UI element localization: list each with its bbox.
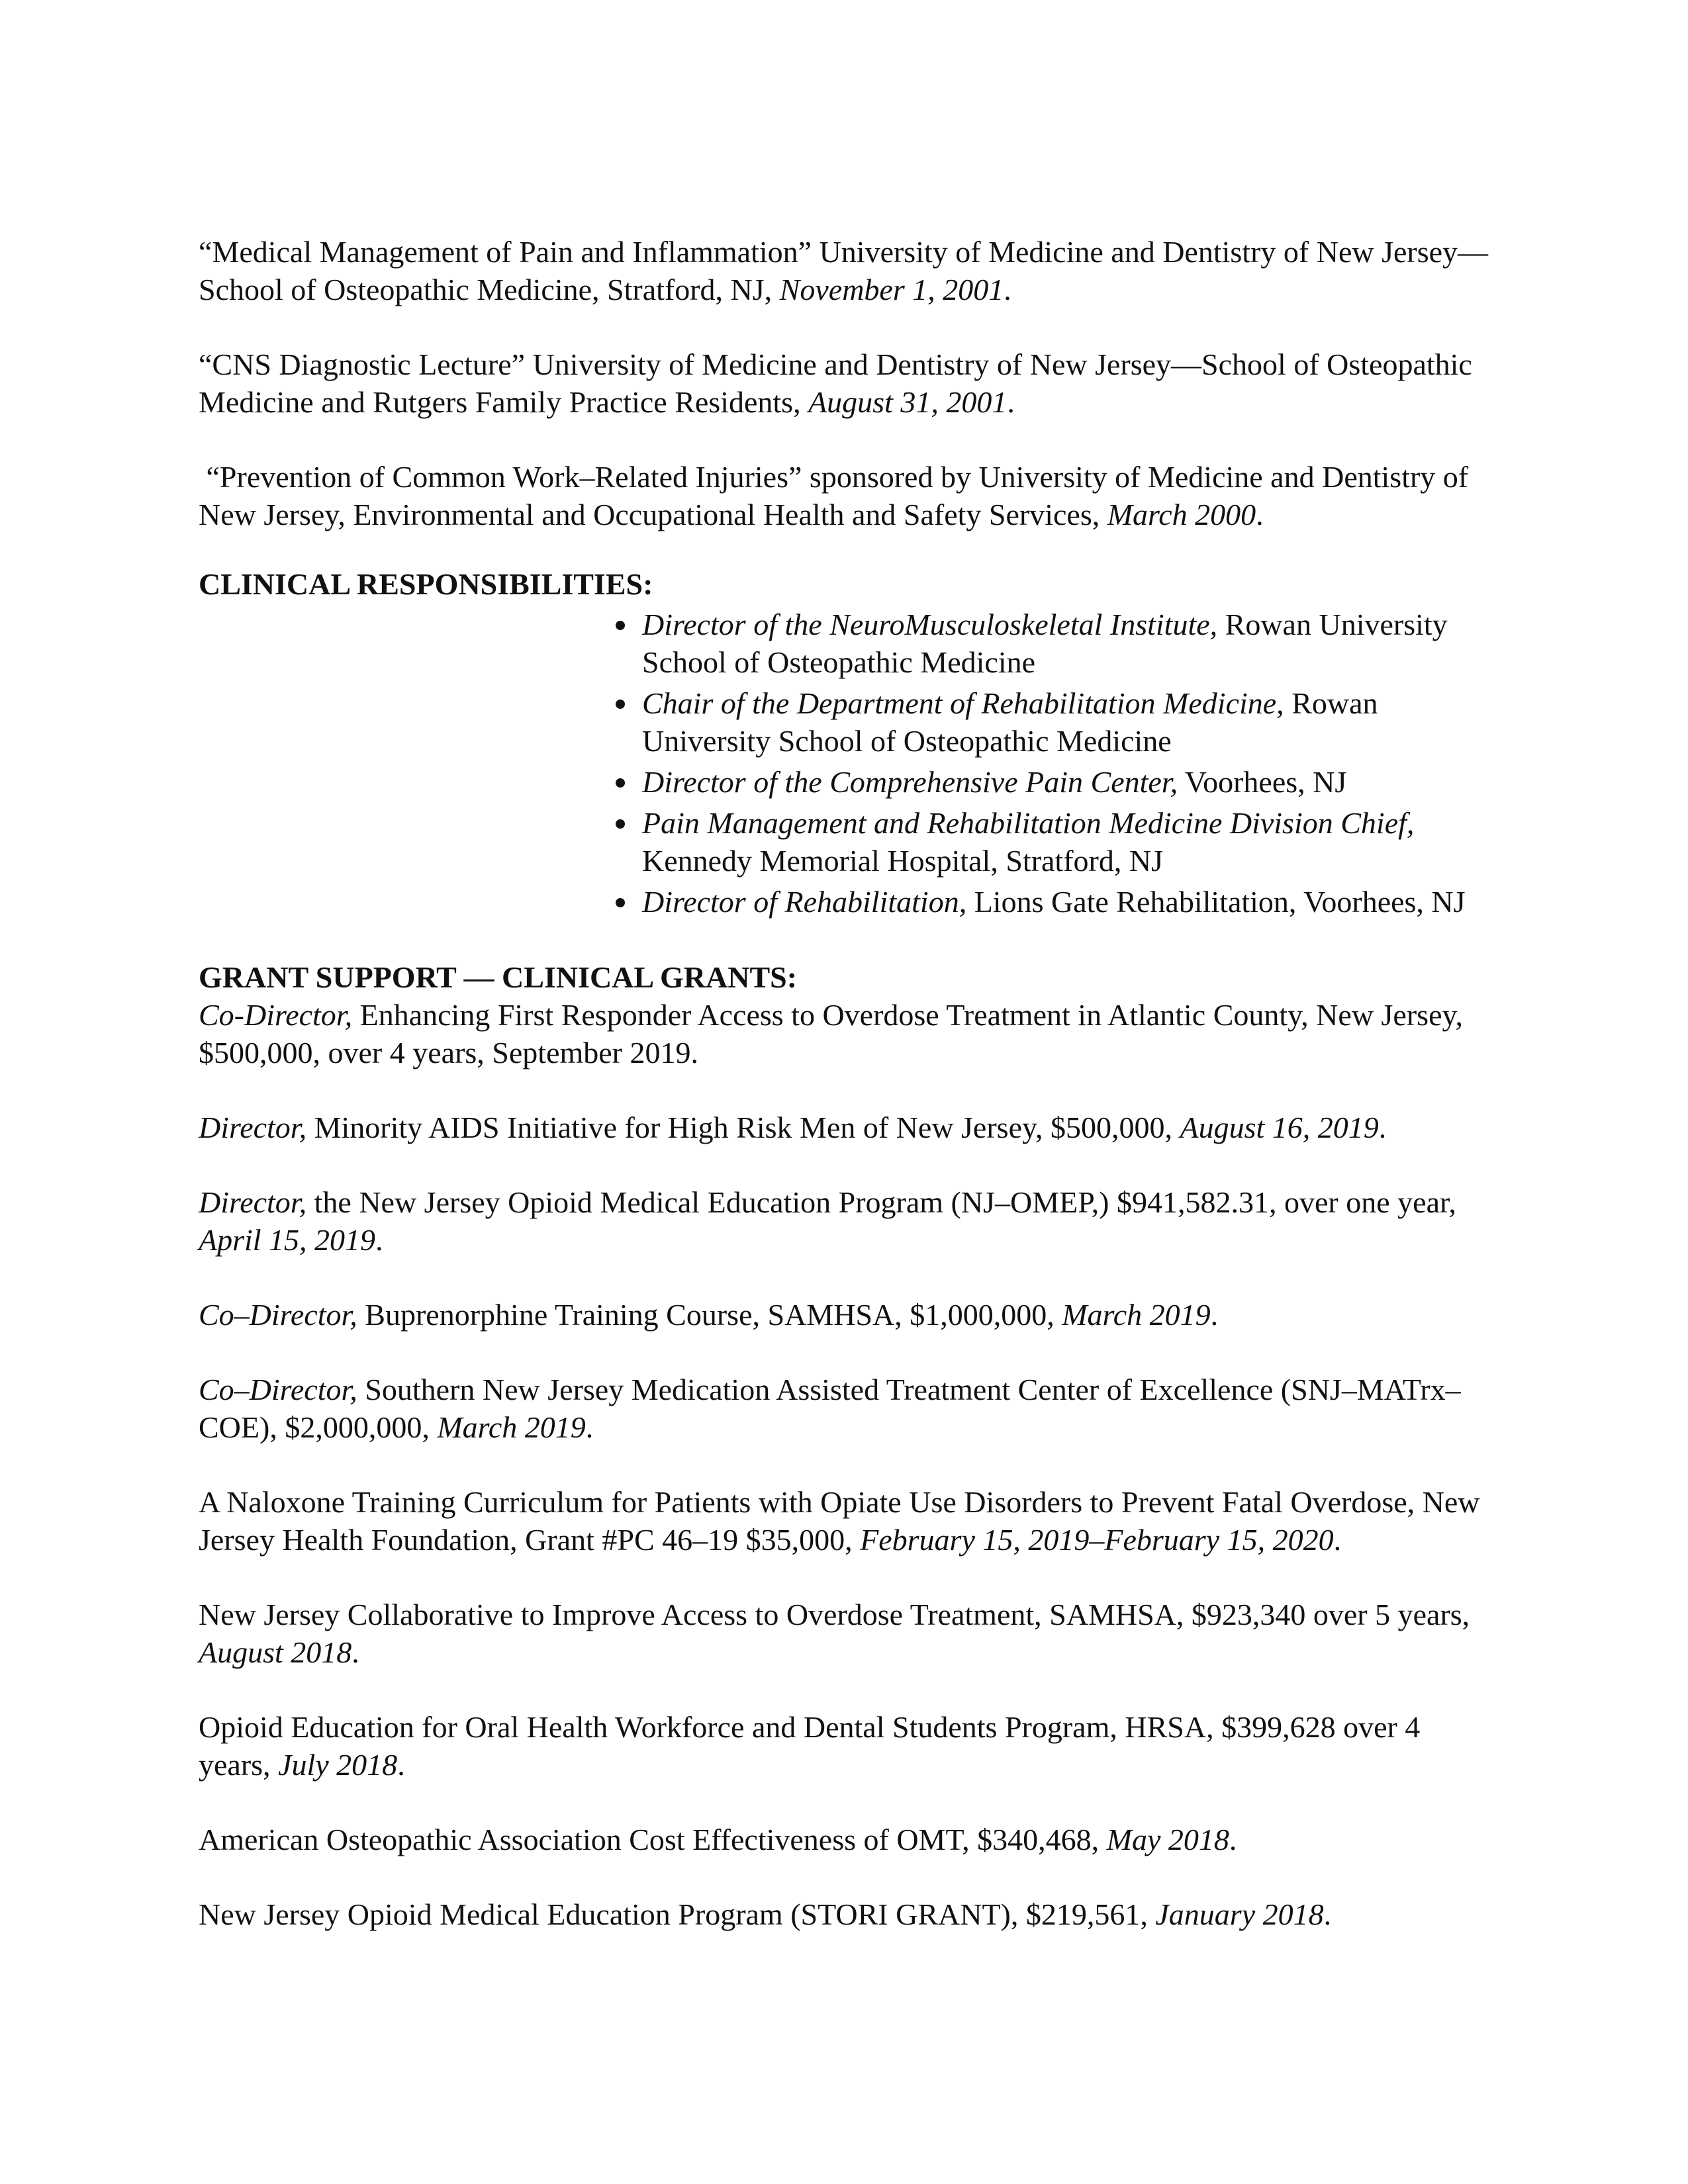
clinical-role: Director of the Comprehensive Pain Center,	[642, 765, 1178, 799]
bullet-icon	[616, 819, 625, 829]
bullet-icon	[616, 700, 625, 709]
grant-entry	[199, 1708, 1496, 1784]
clinical-role: Director of the NeuroMusculoskeletal Institute,	[642, 608, 1218, 641]
grants-section	[199, 958, 1496, 1933]
grant-text: New Jersey Opioid Medical Education Program (STORI GRANT), $219,561,	[199, 1897, 1156, 1931]
grant-date: August 2018	[199, 1635, 352, 1669]
grant-entry	[199, 1483, 1496, 1559]
grant-entry	[199, 1296, 1496, 1334]
grant-punct: .	[1210, 1298, 1219, 1332]
grant-text: the New Jersey Opioid Medical Education Program (NJ–OMEP,) $941,582.31, over one year,	[306, 1185, 1456, 1219]
clinical-place: Kennedy Memorial Hospital, Stratford, NJ	[642, 844, 1163, 878]
lectures-section	[199, 233, 1496, 533]
clinical-place: Voorhees, NJ	[1178, 765, 1347, 799]
grant-text: Southern New Jersey Medication Assisted Treatment Center of Excellence (SNJ–MATrx–COE), $2,000,000,	[199, 1373, 1461, 1444]
grant-punct: .	[1229, 1823, 1237, 1856]
bullet-icon	[616, 898, 625, 907]
lecture-text: “CNS Diagnostic Lecture” University of Medicine and Dentistry of New Jersey—School of Osteopathic Medicine and Rutgers Family Practice Residents,	[199, 347, 1472, 419]
grant-entry	[199, 1821, 1496, 1858]
grant-entry	[199, 1183, 1496, 1259]
section-heading-clinical: CLINICAL RESPONSIBILITIES:	[199, 567, 653, 601]
grant-role: Director,	[199, 1185, 307, 1219]
grant-role: Co–Director,	[199, 1373, 357, 1406]
grant-role: Co–Director,	[199, 1298, 357, 1332]
grant-text: Minority AIDS Initiative for High Risk Men of New Jersey, $500,000,	[306, 1111, 1180, 1144]
clinical-role: Chair of the Department of Rehabilitation Medicine,	[642, 686, 1284, 720]
grant-role: Director,	[199, 1111, 307, 1144]
bullet-icon	[616, 621, 625, 630]
lecture-entry	[199, 233, 1496, 308]
lecture-text: “Medical Management of Pain and Inflammation” University of Medicine and Dentistry of New Jersey—School of Osteopathic Medicine, Stratford, NJ,	[199, 235, 1489, 306]
lecture-punct: .	[1007, 385, 1015, 419]
grant-date: May 2018	[1106, 1823, 1229, 1856]
grant-date: January 2018	[1155, 1897, 1324, 1931]
clinical-item	[596, 804, 1496, 880]
lecture-entry	[199, 458, 1496, 533]
grant-entry	[199, 1895, 1496, 1933]
lecture-punct: .	[1256, 498, 1264, 531]
clinical-item	[596, 606, 1496, 681]
lecture-entry	[199, 345, 1496, 421]
grant-punct: .	[352, 1635, 359, 1669]
lecture-date: March 2000	[1107, 498, 1256, 531]
lecture-text: “Prevention of Common Work–Related Injuries” sponsored by University of Medicine and Dentistry of New Jersey, Environmental and Occupational Health and Safety Services,	[199, 460, 1476, 531]
clinical-item	[596, 684, 1496, 760]
clinical-role: Pain Management and Rehabilitation Medicine Division Chief,	[642, 806, 1415, 840]
clinical-role: Director of Rehabilitation,	[642, 885, 967, 919]
lecture-date: August 31, 2001	[808, 385, 1008, 419]
grant-text: Opioid Education for Oral Health Workforce and Dental Students Program, HRSA, $399,628 over 4 years,	[199, 1710, 1421, 1782]
grant-punct: .	[1323, 1897, 1332, 1931]
section-spacer	[199, 924, 1496, 958]
clinical-place: Rowan University School of Osteopathic Medicine	[642, 608, 1448, 679]
lecture-date: November 1, 2001	[779, 273, 1004, 306]
grant-text: New Jersey Collaborative to Improve Access to Overdose Treatment, SAMHSA, $923,340 over 5 years,	[199, 1598, 1470, 1631]
grant-entry	[199, 996, 1496, 1071]
grant-entry	[199, 1596, 1496, 1671]
grant-date: August 16, 2019	[1180, 1111, 1379, 1144]
grant-punct: .	[585, 1410, 594, 1444]
grant-text: American Osteopathic Association Cost Effectiveness of OMT, $340,468,	[199, 1823, 1107, 1856]
grant-date: March 2019	[437, 1410, 586, 1444]
grant-text: Buprenorphine Training Course, SAMHSA, $1,000,000,	[357, 1298, 1062, 1332]
grant-entry	[199, 1371, 1496, 1446]
grant-punct: .	[1333, 1523, 1342, 1557]
grant-role: Co-Director,	[199, 998, 353, 1032]
clinical-item	[596, 883, 1496, 921]
clinical-item	[596, 763, 1496, 801]
bullet-icon	[616, 778, 625, 788]
grant-text: Enhancing First Responder Access to Overdose Treatment in Atlantic County, New Jersey, $500,000, over 4 years, September 2019.	[199, 998, 1464, 1069]
grant-date: April 15, 2019	[199, 1223, 376, 1257]
section-heading-grants: GRANT SUPPORT — CLINICAL GRANTS:	[199, 960, 798, 994]
clinical-place: Lions Gate Rehabilitation, Voorhees, NJ	[966, 885, 1466, 919]
grant-date: February 15, 2019–February 15, 2020	[860, 1523, 1334, 1557]
grant-date: March 2019	[1062, 1298, 1211, 1332]
clinical-section	[199, 565, 1496, 921]
grant-date: July 2018	[278, 1748, 398, 1782]
grant-punct: .	[1378, 1111, 1387, 1144]
grant-entry	[199, 1109, 1496, 1146]
grant-punct: .	[397, 1748, 405, 1782]
lecture-punct: .	[1004, 273, 1011, 306]
document-page	[199, 233, 1496, 1970]
grant-punct: .	[375, 1223, 383, 1257]
clinical-list	[199, 606, 1496, 921]
grant-text: A Naloxone Training Curriculum for Patients with Opiate Use Disorders to Prevent Fatal Overdose, New Jersey Health Foundation, Grant #PC 46–19 $35,000,	[199, 1485, 1480, 1557]
clinical-place: Rowan University School of Osteopathic Medicine	[642, 686, 1378, 758]
